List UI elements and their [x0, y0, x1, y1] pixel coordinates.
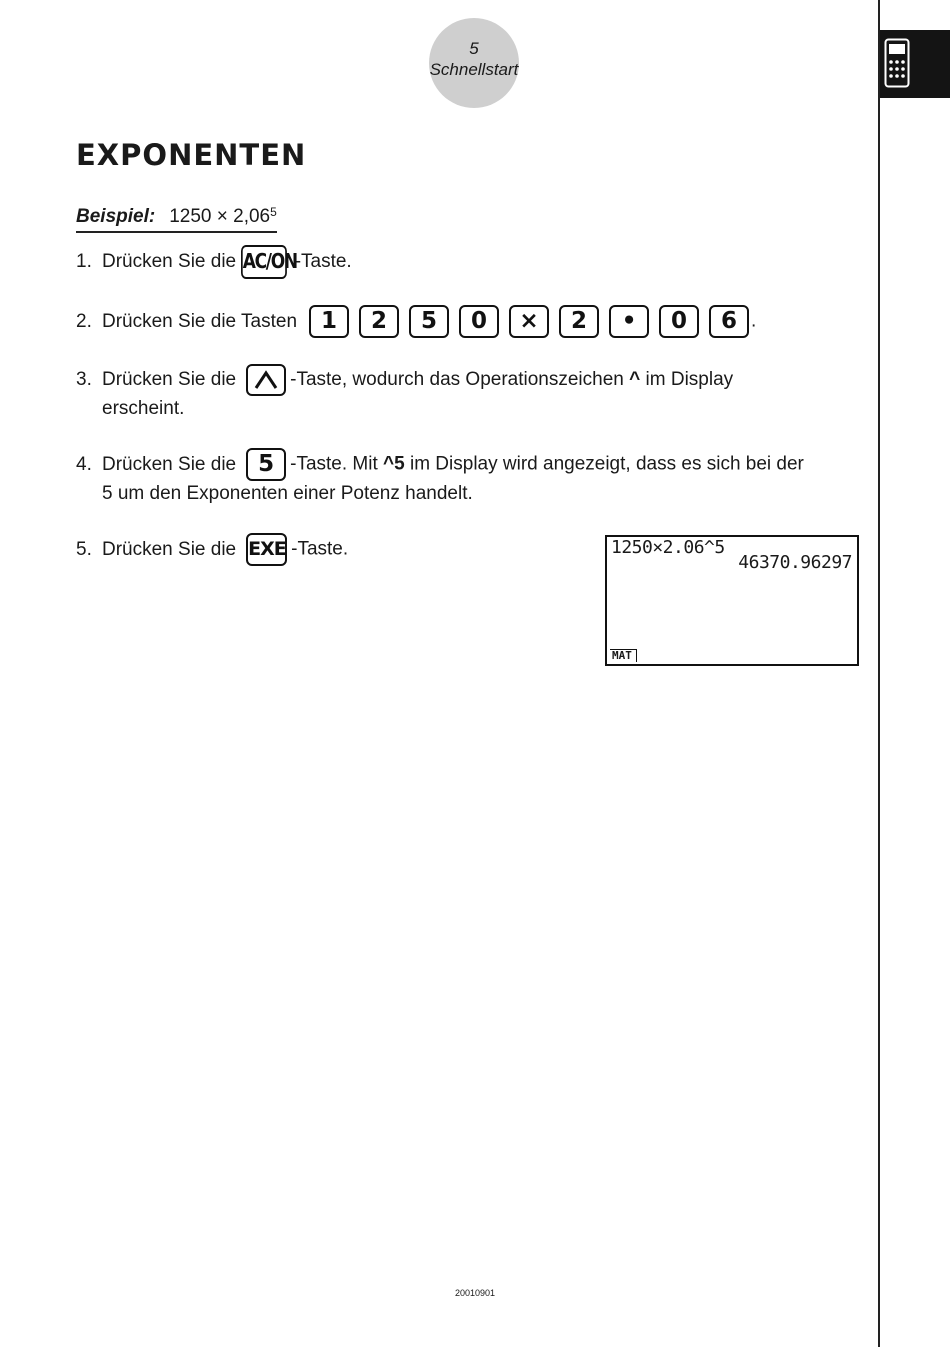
page-title: EXPONENTEN	[76, 138, 307, 172]
display-expression: 1250×2.06^5	[611, 537, 725, 558]
example-exponent: 5	[270, 205, 277, 219]
step-number: 3.	[76, 369, 92, 391]
decimal-point-key: •	[609, 305, 649, 338]
calculator-display	[605, 535, 859, 666]
step-text: -Taste, wodurch das Operationszeichen	[290, 369, 624, 391]
key-1: 1	[309, 305, 349, 338]
step-text: .	[751, 310, 757, 332]
step-3	[76, 364, 733, 422]
key-6: 6	[709, 305, 749, 338]
margin-rule	[878, 0, 880, 1347]
page-badge	[429, 18, 519, 108]
key-5: 5	[409, 305, 449, 338]
example-label: Beispiel:	[76, 206, 156, 227]
page-number: 5	[469, 39, 479, 58]
step-text: im Display wird angezeigt, dass es sich bei der	[409, 453, 804, 475]
key-5: 5	[246, 448, 286, 481]
step-number: 4.	[76, 453, 92, 475]
step-text: Drücken Sie die Tasten	[102, 310, 298, 332]
key-0: 0	[459, 305, 499, 338]
exe-key: EXE	[246, 533, 287, 566]
step-text: -Taste.	[294, 251, 352, 273]
step-1	[76, 245, 352, 279]
step-5	[76, 533, 348, 566]
step-text-continued: erscheint.	[102, 398, 185, 419]
step-text: Drücken Sie die	[102, 251, 237, 273]
step-number: 5.	[76, 538, 92, 560]
ac-on-key: AC/ON	[241, 245, 287, 279]
key-0: 0	[659, 305, 699, 338]
key-2: 2	[359, 305, 399, 338]
step-text: -Taste.	[291, 538, 349, 560]
step-2	[76, 305, 756, 338]
power-key	[246, 364, 286, 396]
exponent-symbol: ^5	[383, 453, 405, 475]
display-menu-mat: MAT	[610, 649, 637, 662]
caret-up-icon	[253, 369, 279, 391]
example-line	[76, 205, 277, 233]
step-4	[76, 448, 804, 507]
display-result: 46370.96297	[738, 552, 852, 573]
footer-code: 20010901	[454, 1288, 496, 1298]
step-number: 1.	[76, 251, 92, 273]
step-text: -Taste. Mit	[290, 453, 378, 475]
step-text: im Display	[645, 369, 734, 391]
key-2: 2	[559, 305, 599, 338]
step-text-continued: 5 um den Exponenten einer Potenz handelt.	[102, 483, 473, 504]
step-text: Drücken Sie die	[102, 453, 237, 475]
section-name: Schnellstart	[429, 60, 519, 79]
multiply-key: ×	[509, 305, 549, 338]
operator-symbol: ^	[629, 369, 641, 391]
step-number: 2.	[76, 310, 92, 332]
step-text: Drücken Sie die	[102, 538, 237, 560]
step-text: Drücken Sie die	[102, 369, 237, 391]
chapter-tab	[880, 30, 950, 98]
example-expression: 1250 × 2,06	[169, 206, 271, 227]
